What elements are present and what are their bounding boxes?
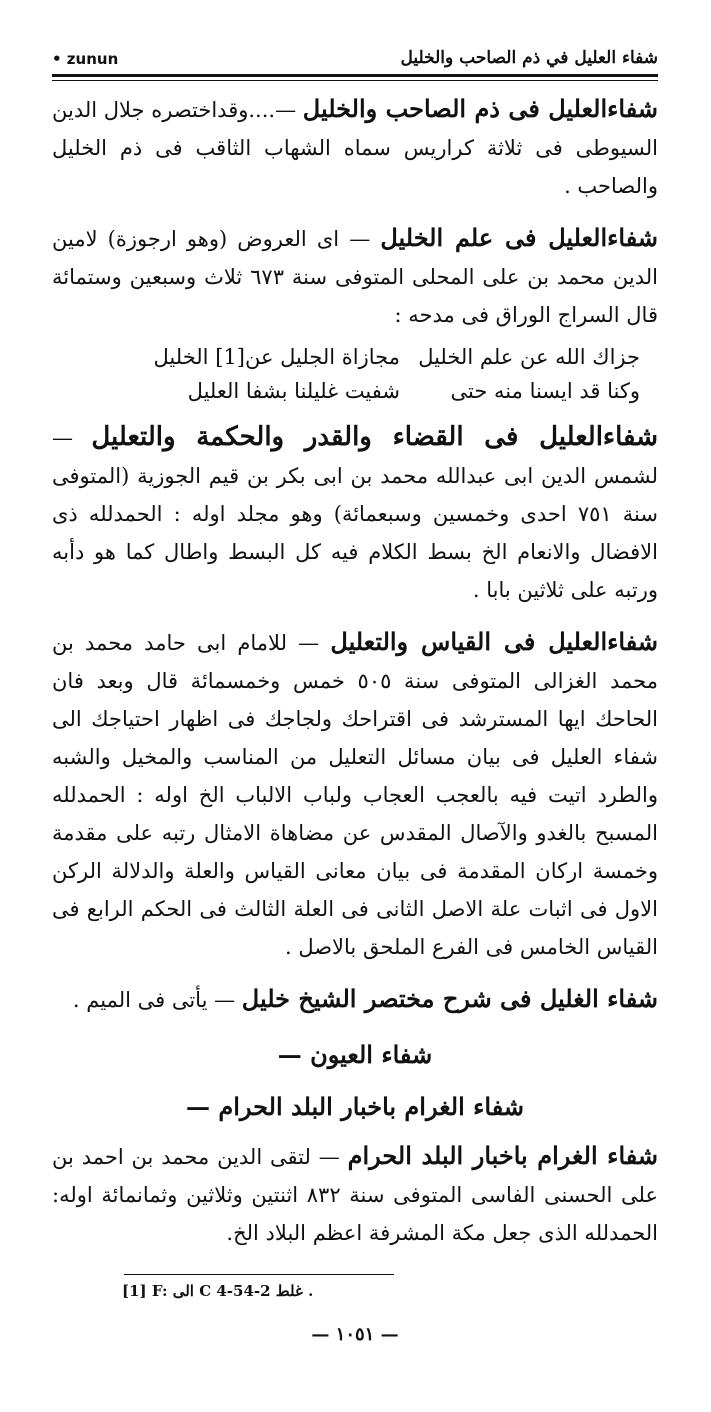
entry-title: شفاءالعليل فى القضاء والقدر والحكمة والتعليل — [91, 422, 658, 452]
entry-title: شفاءالعليل فى ذم الصاحب والخليل — [302, 94, 658, 123]
entry-title: شفاء العيون — — [277, 1040, 433, 1069]
entry-title: شفاءالعليل فى القياس والتعليل — [330, 627, 658, 656]
header-rule-thin — [52, 80, 658, 81]
verse-hemistich-second: شفيت غليلنا بشفا العليل — [187, 379, 400, 403]
footnote: [1] F: الى C 4-54-2 غلط . — [122, 1282, 314, 1300]
verse-hemistich-first: جزاك الله عن علم الخليل — [418, 345, 640, 369]
entry-text: — يأتى فى الميم . — [72, 988, 236, 1012]
page-content — [52, 90, 658, 1280]
entry-title: شفاءالعليل فى علم الخليل — [380, 223, 658, 252]
entry-6 — [52, 1137, 658, 1252]
entry-4 — [52, 623, 658, 966]
entry-centered-2 — [52, 1085, 658, 1129]
verse-hemistich-second: مجازاة الجليل عن[1] الخليل — [153, 345, 400, 369]
verse-hemistich-first: وكنا قد ايسنا منه حتى — [450, 379, 640, 403]
entry-2 — [52, 219, 658, 334]
entry-text: — للامام ابى حامد محمد بن محمد الغزالى المتوفى سنة ٥٠٥ خمس وخمسمائة قال وبعد فان الحاحك ايها المسترشد فى اقتراحك ولجاجك فى اظهار احتياجك الى شفاء العليل فى بيان مسائل التعليل من المناسب والمخيل والشبه والطرد اتيت فيه بالعجب العجاب ولباب الالباب الخ اوله : الحمدلله المسبح بالغدو والآصال المقدس عن مضاهاة الامثال رتبه على مقدمة وخمسة اركان المقدمة فى بيان معانى القياس والعلة والدلالة الركن الاول فى اثبات علة الاصل الثانى فى العلة الثالث فى الحكم الرابع فى القياس الخامس فى الفرع الملحق بالاصل . — [52, 631, 658, 959]
running-header — [52, 40, 658, 68]
poem-verses — [52, 340, 658, 408]
entry-5 — [52, 980, 658, 1019]
header-title: شفاء العليل في ذم الصاحب والخليل — [400, 48, 658, 68]
verse-line — [52, 340, 640, 374]
verse-line — [52, 374, 640, 408]
entry-title: شفاء الغرام باخبار البلد الحرام — [347, 1141, 659, 1170]
footnote-rule — [124, 1274, 394, 1275]
entry-centered-1 — [52, 1033, 658, 1077]
book-page — [52, 28, 658, 1388]
header-left-mark: • zunun — [52, 50, 119, 68]
entry-text: —....وقداختصره جلال الدين السيوطى فى ثلاثة كراريس سماه الشهاب الثاقب فى ذم الخليل والصاحب . — [52, 98, 658, 198]
entry-text: — اى العروض (وهو ارجوزة) لامين الدين محمد بن على المحلى المتوفى سنة ٦٧٣ ثلاث وسبعين وستمائة قال السراج الوراق فى مدحه : — [52, 227, 658, 327]
page-number: — ١٠٥١ — — [311, 1324, 399, 1345]
entry-3 — [52, 418, 658, 609]
entry-1 — [52, 90, 658, 205]
entry-title: شفاء الغرام باخبار البلد الحرام — — [186, 1092, 524, 1121]
header-rule-thick — [52, 74, 658, 77]
entry-text: — لتقى الدين محمد بن احمد بن على الحسنى الفاسى المتوفى سنة ٨٣٢ اثنتين وثلاثين وثمانمائة اوله: الحمدلله الذى جعل مكة المشرفة اعظم البلاد الخ. — [52, 1145, 658, 1245]
entry-text: — لشمس الدين ابى عبدالله محمد بن ابى بكر بن قيم الجوزية (المتوفى سنة ٧٥١ احدى وخمسين وسبعمائة) وهو مجلد اوله : الحمدلله ذى الافضال والانعام الخ بسط الكلام فيه كل البسط واطال كما هو دأبه ورتبه على ثلاثين بابا . — [52, 426, 658, 602]
entry-title: شفاء الغليل فى شرح مختصر الشيخ خليل — [241, 984, 658, 1013]
